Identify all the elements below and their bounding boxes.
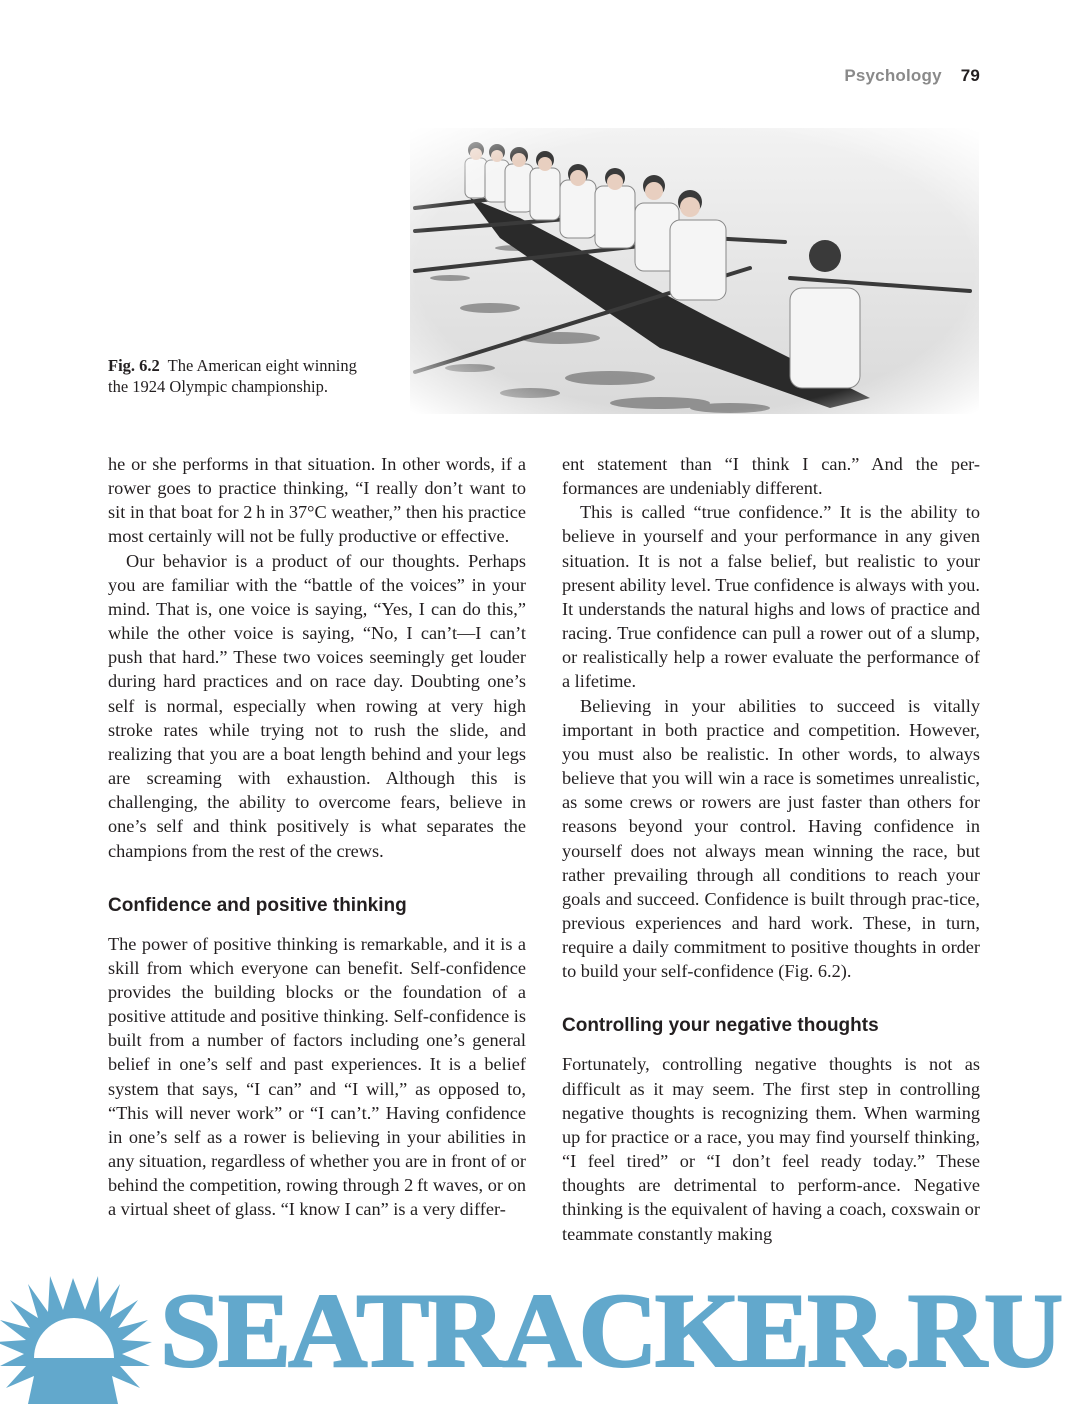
watermark bbox=[0, 1248, 1080, 1404]
paragraph: Fortunately, controlling negative thoughts is not as difficult as it may seem. The first step in controlling negative thoughts is recognizing them. When warming up for practice or a race, you may find yourself thinking, “I feel tired” or “I don’t feel ready today.” These thoughts are detrimental to perform-ance. Negative thinking is the equivalent of having a coach, coxswain or teammate constantly making bbox=[562, 1054, 980, 1244]
section-title: Psychology bbox=[844, 66, 942, 85]
figure-label: Fig. 6.2 bbox=[108, 356, 160, 375]
paragraph: ent statement than “I think I can.” And the per-formances are undeniably different. bbox=[562, 454, 980, 499]
paragraph: This is called “true confidence.” It is the ability to believe in yourself and your performance in any given situation. It is not a false belief, but realistic to your present ability level. True confidence is always with you. It understands the natural highs and lows of practice and racing. True confidence can pull a rower out of a slump, or realistically help a rower evaluate the performance of a lifetime. bbox=[562, 502, 980, 692]
paragraph: The power of positive thinking is remarkable, and it is a skill from which everyone can benefit. Self-confidence provides the building blocks or the foundation of a positive attitude and positive thinking. Self-confidence is built from a number of factors including one’s general belief in one’s self and past experiences. It is a belief system that says, “I can” and “I will,” as opposed to, “This will never work” or “I can’t.” Having confidence in one’s self as a rower is believing in your abilities in any situation, regardless of whether you are in front of or behind the competition, rowing through 2 ft waves, or on a virtual sheet of glass. “I know I can” is a very differ- bbox=[108, 933, 526, 1220]
right-column bbox=[562, 452, 980, 1246]
figure-photo bbox=[410, 128, 979, 414]
left-column bbox=[108, 452, 526, 1222]
running-head bbox=[844, 66, 980, 86]
watermark-text: SEATRACKER.RU bbox=[160, 1272, 1061, 1389]
rowing-crew-photo-icon bbox=[410, 128, 979, 414]
section-heading: Confidence and positive thinking bbox=[108, 894, 407, 916]
section-heading: Controlling your negative thoughts bbox=[562, 1015, 879, 1037]
figure-caption bbox=[108, 356, 358, 397]
paragraph: he or she performs in that situation. In other words, if a rower goes to practice thinking, “I really don’t want to sit in that boat for 2 h in 37°C weather,” then his practice most certainly will not be fully productive or effective. bbox=[108, 454, 526, 547]
paragraph: Our behavior is a product of our thoughts. Perhaps you are familiar with the “battle of the voices” in your mind. That is, one voice is saying, “Yes, I can do this,” while the other voice is saying, “No, I can’t—I can’t push that hard.” These two voices seemingly get louder during hard practices and on race day. Doubting one’s self is normal, especially when rowing at very high stroke rates while trying not to rush the slide, and realizing that you are a boat length behind and your legs are screaming with exhaustion. Although this is challenging, the ability to overcome fears, believe in one’s self and think positively is what separates the champions from the rest of the crews. bbox=[108, 550, 526, 861]
page-number: 79 bbox=[960, 66, 980, 85]
paragraph: Believing in your abilities to succeed is vitally important in both practice and competition. However, you must also be realistic. In other words, to always believe that you will win a race is sometimes unrealistic, as some crews or rowers are just faster than others for reasons beyond your control. Having confidence in yourself does not always mean winning the race, but rather prevailing through all conditions to reach your goals and succeed. Confidence is built through prac-tice, previous experiences and hard work. These, in turn, require a daily commitment to positive thoughts in order to build your self-confidence (Fig. 6.2). bbox=[562, 695, 980, 982]
figure-caption-text: The American eight winning the 1924 Olympic championship. bbox=[108, 356, 357, 396]
sun-logo-icon bbox=[0, 1276, 152, 1404]
